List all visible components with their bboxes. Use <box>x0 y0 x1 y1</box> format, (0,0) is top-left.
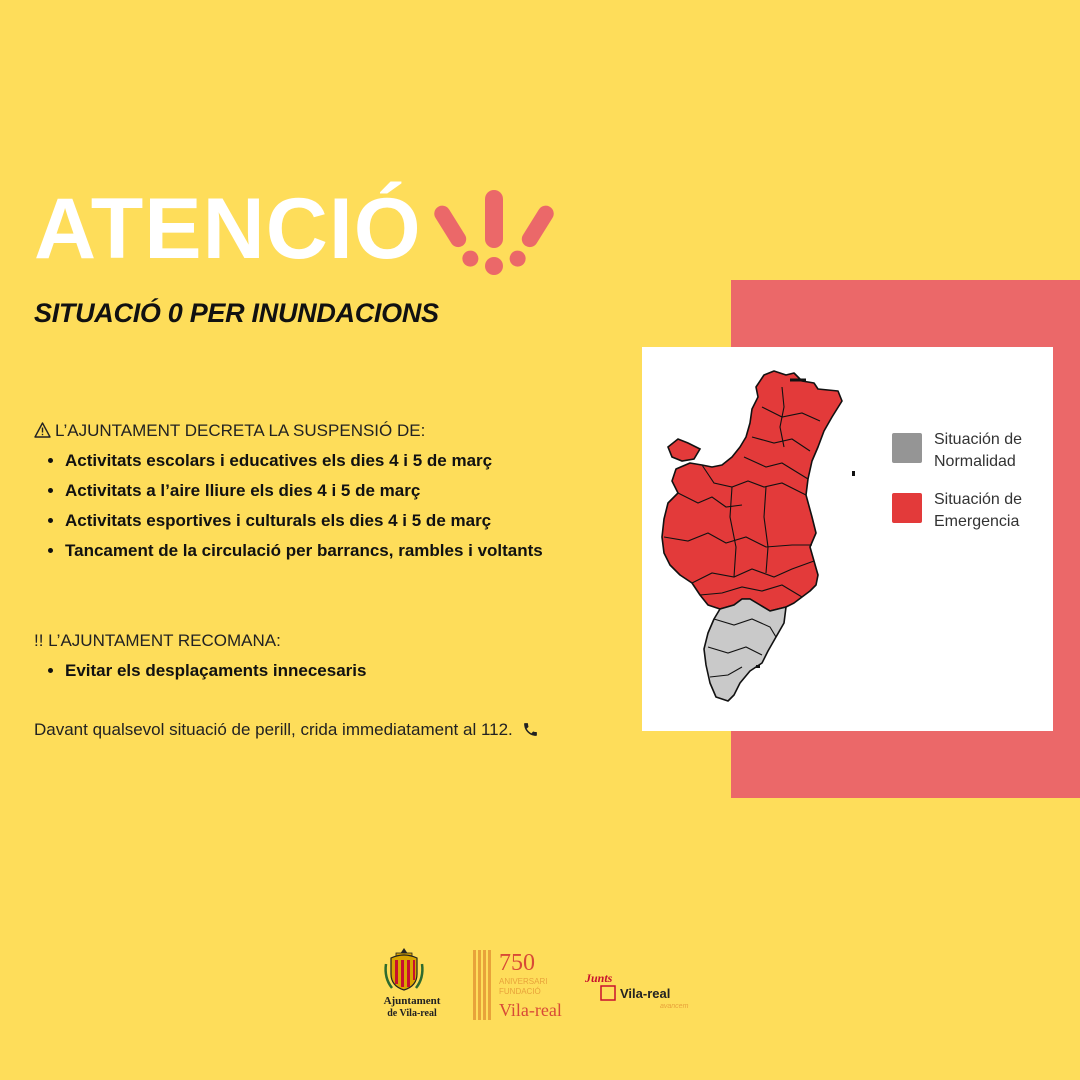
map-card <box>642 347 1053 731</box>
anniversary-stripes-icon <box>473 950 491 1020</box>
phone-icon <box>522 721 539 738</box>
list-item: • Activitats esportives i culturals els dies 4 i 5 de març <box>65 506 543 536</box>
list-item: • Activitats escolars i educatives els dies 4 i 5 de març <box>65 446 543 476</box>
junts-text: Junts <box>585 971 613 985</box>
vilareal-logo-icon <box>601 986 615 1000</box>
logos-graphic <box>370 944 710 1034</box>
list-item: • Tancament de la circulació per barrancs, rambles i voltants <box>65 536 543 566</box>
warning-triangle-icon <box>34 422 51 438</box>
island-mark <box>852 471 855 476</box>
list-item: • Activitats a l’aire lliure els dies 4 i 5 de març <box>65 476 543 506</box>
suspension-heading-text: L’AJUNTAMENT DECRETA LA SUSPENSIÓ DE: <box>55 421 426 440</box>
vilareal-text: Vila-real <box>620 986 671 1001</box>
valencia-region-map <box>642 347 1053 731</box>
footnote-text: Davant qualsevol situació de perill, crida immediatament al 112. <box>34 720 513 739</box>
avancem-text: avancem <box>660 1003 689 1010</box>
suspension-heading <box>34 421 425 441</box>
legend-label: Situación de <box>934 431 1023 448</box>
anniversary-text: Vila-real <box>499 1000 562 1020</box>
recommendation-list <box>34 656 366 686</box>
island-mark <box>756 665 760 668</box>
emergency-area <box>662 371 842 611</box>
footer-logos <box>370 944 710 1034</box>
page-title: ATENCIÓ <box>34 181 422 277</box>
recommendation-heading: !! L’AJUNTAMENT RECOMANA: <box>34 631 281 650</box>
ajuntament-crest-icon <box>386 948 423 990</box>
exclamation-marks-icon <box>430 188 560 280</box>
legend-label: Normalidad <box>934 453 1016 470</box>
ajuntament-text: de Vila-real <box>387 1008 437 1019</box>
subtitle: SITUACIÓ 0 PER INUNDACIONS <box>34 298 439 328</box>
legend-label: Emergencia <box>934 513 1020 530</box>
legend-label: Situación de <box>934 491 1023 508</box>
anniversary-text: FUNDACIÓ <box>499 987 541 996</box>
anniversary-number: 750 <box>499 950 535 976</box>
ajuntament-text: Ajuntament <box>383 995 441 1007</box>
footnote <box>34 720 539 740</box>
enclave-area <box>668 439 700 461</box>
legend-swatch-grey <box>892 433 922 463</box>
anniversary-text: ANIVERSARI <box>499 977 548 986</box>
suspension-list <box>34 446 543 566</box>
list-item: • Evitar els desplaçaments innecesaris <box>65 656 366 686</box>
legend-swatch-red <box>892 493 922 523</box>
